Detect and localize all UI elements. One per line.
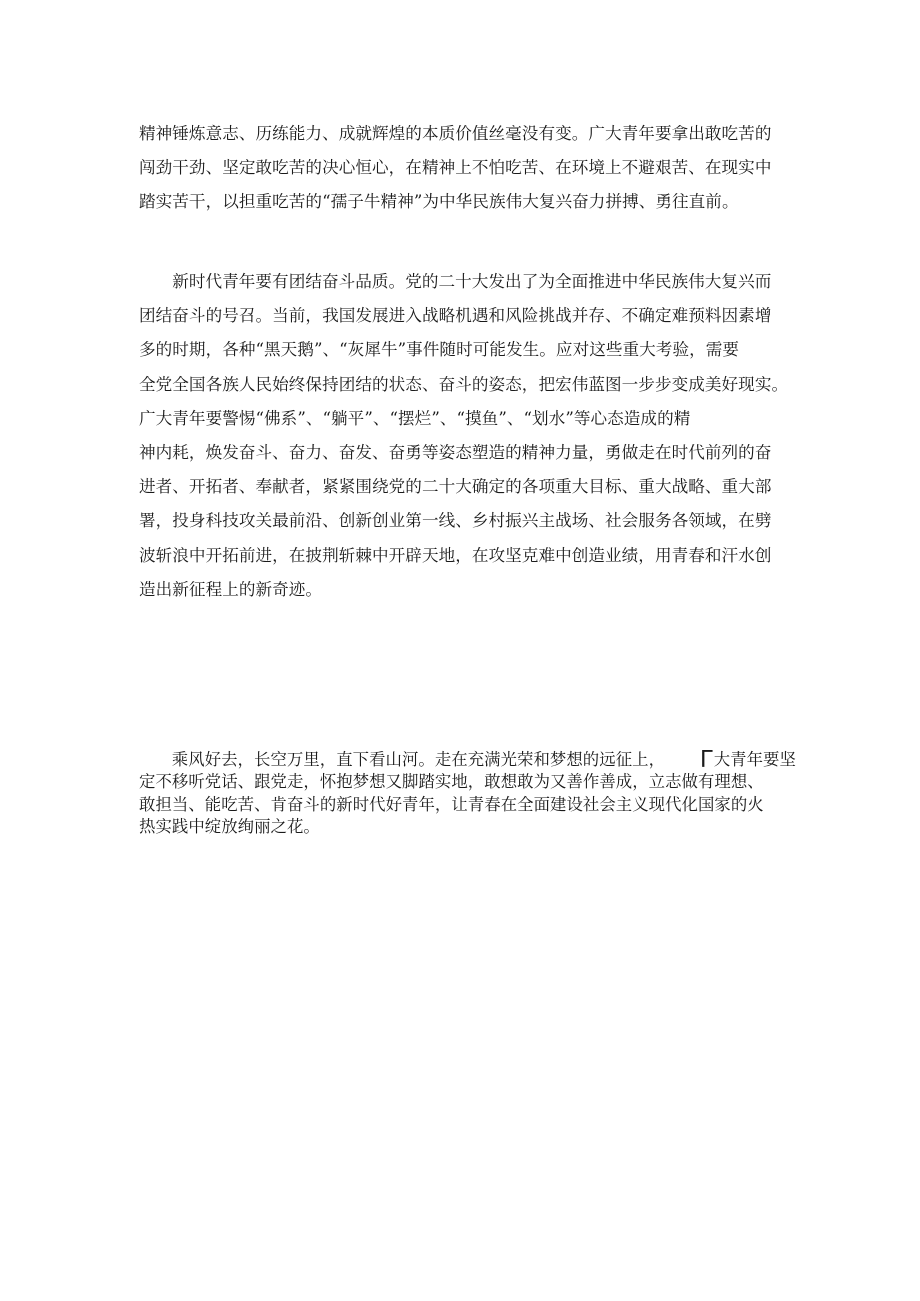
text-line: 闯劲干劲、坚定敢吃苦的决心恒心，在精神上不怕吃苦、在环境上不避艰苦、在现实中 <box>139 158 772 178</box>
text-line: 造出新征程上的新奇迹。 <box>139 579 323 599</box>
text-segment: 大青年要坚 <box>713 750 796 769</box>
paragraph-unity-struggle <box>139 265 789 607</box>
text-line: 进者、开拓者、奉献者，紧紧围绕党的二十大确定的各项重大目标、重大战略、重大部 <box>139 477 772 497</box>
ocr-glyph: Γ <box>699 747 713 773</box>
text-line: 署，投身科技攻关最前沿、创新创业第一线、乡村振兴主战场、社会服务各领域，在劈 <box>139 511 772 531</box>
paragraph-hardship-spirit <box>139 117 789 220</box>
text-line: 广大青年要警惕“佛系”、“躺平”、“摆烂”、“摸鱼”、“划水”等心态造成的精 <box>139 408 691 428</box>
text-line: 新时代青年要有团结奋斗品质。党的二十大发出了为全面推进中华民族伟大复兴而 <box>172 272 772 291</box>
text-line <box>139 747 796 773</box>
text-line: 全党全国各族人民始终保持团结的状态、奋斗的姿态，把宏伟蓝图一步步变成美好现实。 <box>139 374 789 394</box>
text-line: 波斩浪中开拓前进，在披荆斩棘中开辟天地，在攻坚克难中创造业绩，用青春和汗水创 <box>139 545 772 565</box>
paragraph-closing <box>139 747 796 839</box>
text-line: 团结奋斗的号召。当前，我国发展进入战略机遇和风险挑战并存、不确定难预料因素增 <box>139 306 772 326</box>
text-line: 定不移听党话、跟党走，怀抱梦想又脚踏实地，敢想敢为又善作善成，立志做有理想、 <box>139 772 764 792</box>
text-line: 踏实苦干，以担重吃苦的“孺子牛精神”为中华民族伟大复兴奋力拼搏、勇往直前。 <box>139 192 739 212</box>
text-line: 多的时期，各种“黑天鹅”、“灰犀牛”事件随时可能发生。应对这些重大考验，需要 <box>139 340 740 360</box>
text-line: 神内耗，焕发奋斗、奋力、奋发、奋勇等姿态塑造的精神力量，勇做走在时代前列的奋 <box>139 442 772 462</box>
text-segment: 乘风好去，长空万里，直下看山河。走在充满光荣和梦想的远征上， <box>171 750 666 769</box>
text-line: 敢担当、能吃苦、肯奋斗的新时代好青年，让青春在全面建设社会主义现代化国家的火 <box>139 794 764 814</box>
text-line: 精神锤炼意志、历练能力、成就辉煌的本质价值丝毫没有变。广大青年要拿出敢吃苦的 <box>139 124 772 143</box>
text-line: 热实践中绽放绚丽之花。 <box>139 817 320 837</box>
